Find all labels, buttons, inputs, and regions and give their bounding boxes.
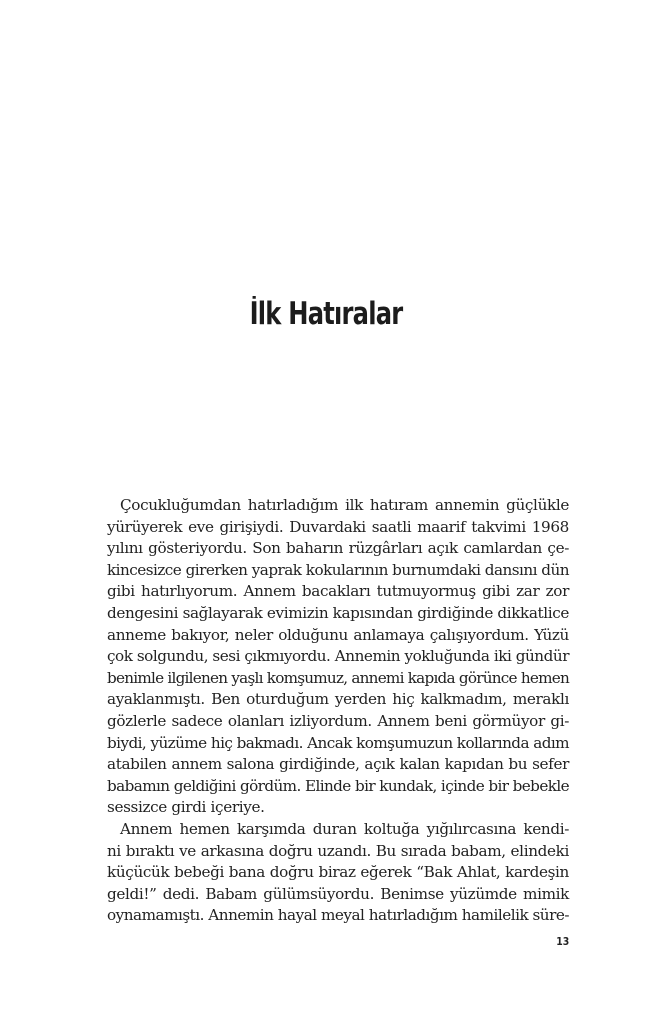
page-number: 13 — [555, 935, 569, 948]
text-line: yılını gösteriyordu. Son baharın rüzgârları açık camlardan çe- — [107, 539, 569, 558]
text-line: kincesizce girerken yaprak kokularının burnumdaki dansını dün — [107, 560, 569, 579]
text-line: küçücük bebeği bana doğru biraz eğerek “Bak Ahlat, kardeşin — [107, 863, 569, 882]
text-line: dengesini sağlayarak evimizin kapısından girdiğinde dikkatlice — [107, 603, 569, 622]
text-line: sessizce girdi içeriye. — [107, 798, 265, 817]
chapter-title: İlk Hatıralar — [249, 296, 403, 332]
text-line: geldi!” dedi. Babam gülümsüyordu. Benimse yüzümde mimik — [107, 884, 569, 903]
text-line: biydi, yüzüme hiç bakmadı. Ancak komşumuzun kollarında adım — [107, 733, 569, 752]
text-line: Çocukluğumdan hatırladığım ilk hatıram annemin güçlükle — [120, 496, 569, 514]
text-line: gibi hatırlıyorum. Annem bacakları tutmuyormuş gibi zar zor — [107, 582, 569, 601]
text-line: Annem hemen karşımda duran koltuğa yığılırcasına kendi- — [120, 819, 569, 838]
text-line: anneme bakıyor, neler olduğunu anlamaya çalışıyordum. Yüzü — [107, 625, 569, 644]
text-line: benimle ilgilenen yaşlı komşumuz, annemi kapıda görünce hemen — [107, 668, 569, 687]
text-line: oynamamıştı. Annemin hayal meyal hatırladığım hamilelik süre- — [107, 906, 569, 925]
text-line: ni bıraktı ve arkasına doğru uzandı. Bu sırada babam, elindeki — [107, 841, 569, 860]
text-line: çok solgundu, sesi çıkmıyordu. Annemin yokluğunda iki gündür — [107, 647, 569, 666]
text-line: yürüyerek eve girişiydi. Duvardaki saatli maarif takvimi 1968 — [107, 517, 569, 536]
text-line: babamın geldiğini gördüm. Elinde bir kundak, içinde bir bebekle — [107, 776, 569, 795]
text-line: atabilen annem salona girdiğinde, açık kalan kapıdan bu sefer — [107, 755, 569, 774]
text-line: gözlerle sadece olanları izliyordum. Annem beni görmüyor gi- — [107, 711, 569, 730]
text-line: ayaklanmıştı. Ben oturduğum yerden hiç kalkmadım, meraklı — [107, 690, 569, 709]
body-text — [107, 495, 569, 927]
